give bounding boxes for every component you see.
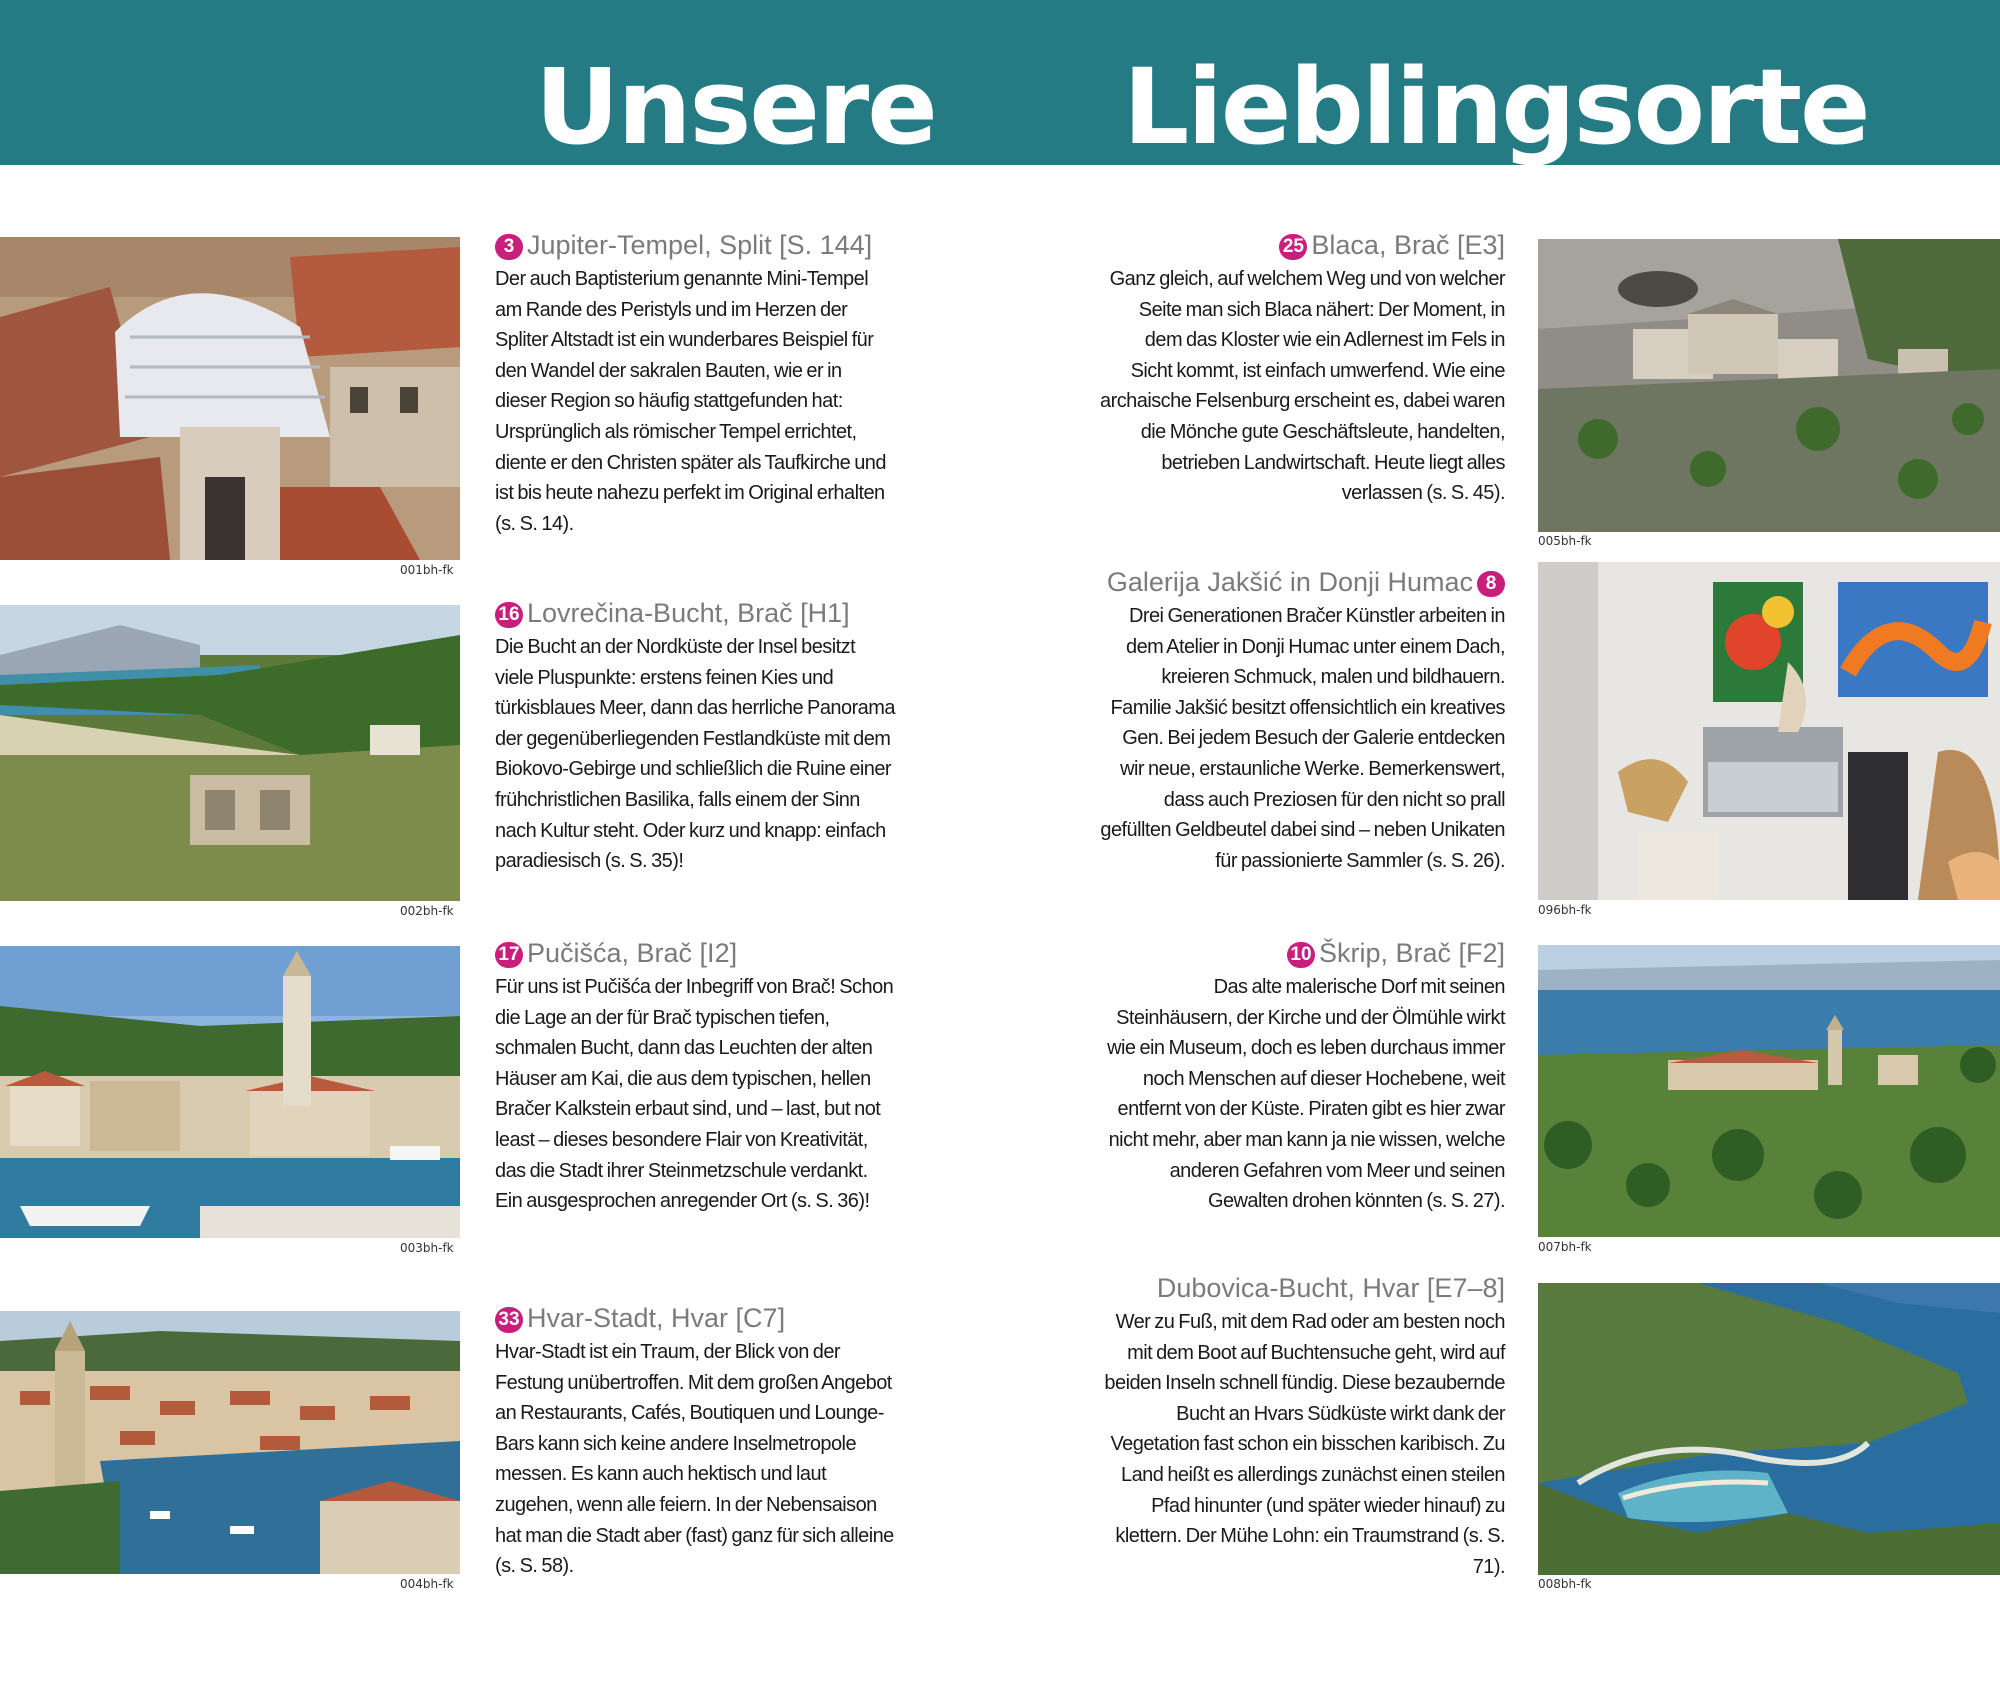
location-number-badge: 33 [495, 1307, 523, 1333]
photo-jupiter-tempel [0, 237, 460, 560]
entry-title: Galerija Jakšić in Donji Humac [1106, 567, 1473, 597]
location-number-badge: 8 [1477, 571, 1505, 597]
location-number-badge: 17 [495, 942, 523, 968]
entry-heading[interactable] [1100, 938, 1505, 968]
entry-dubovica-bucht [1100, 1273, 1505, 1582]
photo-credit: 096bh-fk [1538, 903, 1592, 917]
entry-blaca [1100, 230, 1505, 509]
entry-text: Wer zu Fuß, mit dem Rad oder am besten noch mit dem Boot auf Buchtensuche geht, wird auf beiden Inseln schnell fündig. Diese bezaubernde Bucht an Hvars Südküste wirkt dank der Vegetation fast schon ein bisschen karibisch. Zu Land heißt es allerdings zunächst einen steilen Pfad hinunter (und später wieder hinauf) zu klettern. Der Mühe Lohn: ein Traumstrand (s. S. 71). [1104, 1311, 1505, 1578]
photo-credit: 003bh-fk [400, 1241, 454, 1255]
entry-title: Hvar-Stadt, Hvar [C7] [527, 1303, 786, 1333]
entry-heading[interactable] [1100, 567, 1505, 597]
entry-title: Dubovica-Bucht, Hvar [E7–8] [1156, 1273, 1505, 1303]
photo-credit: 007bh-fk [1538, 1240, 1592, 1254]
entry-heading[interactable] [1100, 1273, 1505, 1303]
photo-credit: 004bh-fk [400, 1577, 454, 1591]
title-unsere: Unsere [535, 46, 936, 168]
entry-hvar-stadt [495, 1303, 895, 1582]
photo-credit: 005bh-fk [1538, 534, 1592, 548]
entry-text: Der auch Baptisterium genannte Mini-Tempel am Rande des Peristyls und im Herzen der Spliter Altstadt ist ein wunderbares Beispiel für den Wandel der sakralen Bauten, wie er in dieser Region so häufig stattgefunden hat: Ursprünglich als römischer Tempel errichtet, diente er den Christen später als Taufkirche und ist bis heute nahezu perfekt im Original erhalten (s. S. 14). [495, 268, 886, 535]
photo-galerija-jaksic [1538, 562, 2000, 900]
entry-text: Das alte malerische Dorf mit seinen Steinhäusern, der Kirche und der Ölmühle wirkt wie ein Museum, doch es leben durchaus immer noch Menschen auf dieser Hochebene, weit entfernt von der Küste. Piraten gibt es hier zwar nicht mehr, aber man kann ja nie wissen, welche anderen Gefahren vom Meer und seinen Gewalten drohen könnten (s. S. 27). [1107, 976, 1505, 1213]
entry-heading[interactable] [495, 598, 895, 628]
entry-pucisca [495, 938, 895, 1217]
location-number-badge: 25 [1279, 234, 1307, 260]
location-number-badge: 10 [1287, 942, 1315, 968]
entry-text: Drei Generationen Bračer Künstler arbeiten in dem Atelier in Donji Humac unter einem Dach, kreieren Schmuck, malen und bildhauern. Familie Jakšić besitzt offensichtlich ein kreatives Gen. Bei jedem Besuch der Galerie entdecken wir neue, erstaunliche Werke. Bemerkenswert, dass auch Preziosen für den nicht so prall gefüllten Geldbeutel dabei sind – neben Unikaten für passionierte Sammler (s. S. 26). [1100, 605, 1505, 872]
entry-text: Ganz gleich, auf welchem Weg und von welcher Seite man sich Blaca nähert: Der Moment, in dem das Kloster wie ein Adlernest im Fels in Sicht kommt, ist einfach umwerfend. Wie eine archaische Felsenburg erscheint es, dabei waren die Mönche gute Geschäftsleute, handelten, betrieben Landwirtschaft. Heute liegt alles verlassen (s. S. 45). [1100, 268, 1505, 505]
entry-heading[interactable] [1100, 230, 1505, 260]
entry-text: Die Bucht an der Nordküste der Insel besitzt viele Pluspunkte: erstens feinen Kies und türkisblaues Meer, dann das herrliche Panorama der gegenüberliegenden Festlandküste mit dem Biokovo-Gebirge und schließlich die Ruine einer frühchristlichen Basilika, falls einem der Sinn nach Kultur steht. Oder kurz und knapp: einfach paradiesisch (s. S. 35)! [495, 636, 895, 873]
photo-skrip [1538, 945, 2000, 1237]
photo-blaca [1538, 239, 2000, 532]
header-banner [0, 0, 2000, 168]
photo-hvar-stadt [0, 1311, 460, 1574]
entry-title: Blaca, Brač [E3] [1311, 230, 1505, 260]
location-number-badge: 3 [495, 234, 523, 260]
photo-pucisca [0, 946, 460, 1238]
entry-text: Hvar-Stadt ist ein Traum, der Blick von der Festung unübertroffen. Mit dem großen Angebot an Restaurants, Cafés, Boutiquen und Lounge-Bars kann sich keine andere Inselmetropole messen. Es kann auch hektisch und laut zugehen, wenn alle feiern. In der Nebensaison hat man die Stadt aber (fast) ganz für sich alleine (s. S. 58). [495, 1341, 894, 1578]
entry-text: Für uns ist Pučišća der Inbegriff von Brač! Schon die Lage an der für Brač typischen tiefen, schmalen Bucht, dann das Leuchten der alten Häuser am Kai, die aus dem typischen, hellen Bračer Kalkstein erbaut sind, und – last, but not least – dieses besondere Flair von Kreativität, das die Stadt ihrer Steinmetzschule verdankt. Ein ausgesprochen anregender Ort (s. S. 36)! [495, 976, 894, 1213]
photo-credit: 001bh-fk [400, 563, 454, 577]
entry-heading[interactable] [495, 1303, 895, 1333]
entry-skrip [1100, 938, 1505, 1217]
entry-title: Škrip, Brač [F2] [1318, 938, 1505, 968]
photo-credit: 002bh-fk [400, 904, 454, 918]
entry-jupiter-tempel [495, 230, 895, 539]
photo-dubovica-bucht [1538, 1283, 2000, 1575]
photo-lovrecina-bucht [0, 605, 460, 901]
location-number-badge: 16 [495, 602, 523, 628]
entry-heading[interactable] [495, 938, 895, 968]
entry-title: Jupiter-Tempel, Split [S. 144] [527, 230, 873, 260]
entry-heading[interactable] [495, 230, 895, 260]
entry-galerija-jaksic [1100, 567, 1505, 876]
entry-lovrecina-bucht [495, 598, 895, 877]
entry-title: Lovrečina-Bucht, Brač [H1] [527, 598, 850, 628]
entry-title: Pučišća, Brač [I2] [527, 938, 738, 968]
photo-credit: 008bh-fk [1538, 1577, 1592, 1591]
title-lieblingsorte: Lieblingsorte [1123, 46, 1869, 168]
